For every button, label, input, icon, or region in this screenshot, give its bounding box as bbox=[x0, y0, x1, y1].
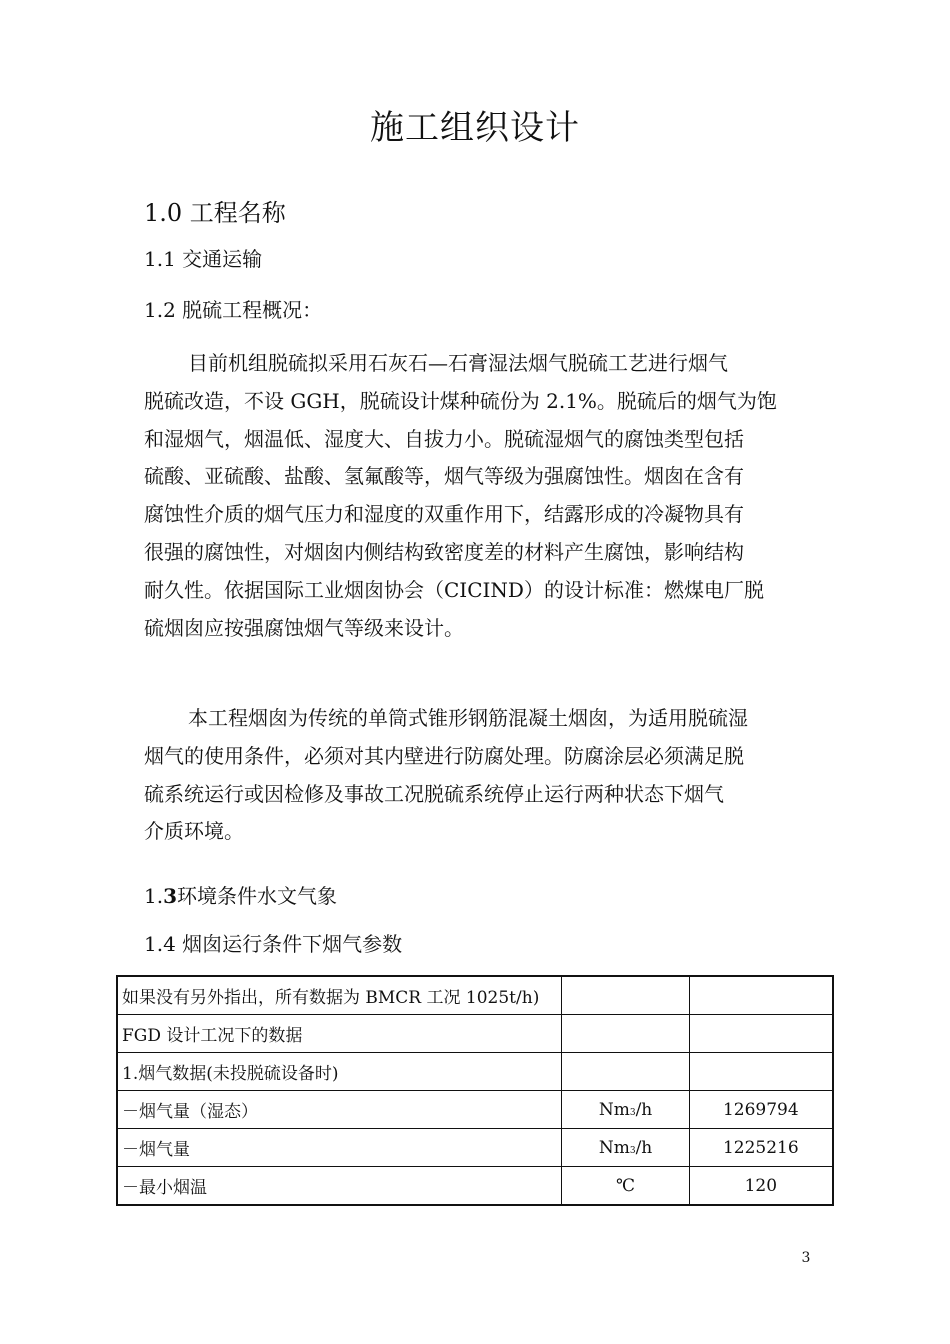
paragraph-line: 硫烟囱应按强腐蚀烟气等级来设计。 bbox=[144, 615, 464, 640]
table-row bbox=[117, 976, 833, 1015]
table-cell-value bbox=[689, 1015, 833, 1053]
unit-text: Nm bbox=[598, 1099, 630, 1120]
table-cell-unit bbox=[562, 1167, 689, 1206]
paragraph-line: 介质环境。 bbox=[144, 819, 244, 844]
table-cell-label: FGD 设计工况下的数据 bbox=[117, 1015, 562, 1053]
table-cell-unit bbox=[562, 1129, 689, 1167]
section-heading-1-4: 1.4 烟囱运行条件下烟气参数 bbox=[144, 932, 403, 956]
paragraph-line: 很强的腐蚀性，对烟囱内侧结构致密度差的材料产生腐蚀，影响结构 bbox=[144, 539, 744, 564]
table-cell-value: 1269794 bbox=[689, 1091, 833, 1129]
table-row bbox=[117, 1129, 833, 1167]
table-cell-label: －烟气量 bbox=[117, 1129, 562, 1167]
paragraph-line: 烟气的使用条件，必须对其内壁进行防腐处理。防腐涂层必须满足脱 bbox=[144, 743, 744, 768]
unit-tail: /h bbox=[635, 1137, 653, 1158]
table-row bbox=[117, 1091, 833, 1129]
unit-sub: 3 bbox=[629, 1107, 636, 1118]
table-cell-label: －最小烟温 bbox=[117, 1167, 562, 1206]
section-heading-1-2: 1.2 脱硫工程概况： bbox=[144, 298, 323, 322]
section-heading-1-3 bbox=[144, 880, 337, 909]
paragraph-line: 和湿烟气，烟温低、湿度大、自拔力小。脱硫湿烟气的腐蚀类型包括 bbox=[144, 426, 744, 451]
table-cell-value bbox=[689, 1053, 833, 1091]
table-cell-unit bbox=[562, 1091, 689, 1129]
table-cell-value: 1225216 bbox=[689, 1129, 833, 1167]
paragraph-line: 硫酸、亚硫酸、盐酸、氢氟酸等，烟气等级为强腐蚀性。烟囱在含有 bbox=[144, 464, 744, 489]
table-row bbox=[117, 1053, 833, 1091]
table-cell-unit bbox=[562, 976, 689, 1015]
table-row bbox=[117, 1015, 833, 1053]
paragraph-overview bbox=[144, 345, 810, 647]
table-cell-unit bbox=[562, 1053, 689, 1091]
paragraph-line: 目前机组脱硫拟采用石灰石—石膏湿法烟气脱硫工艺进行烟气 bbox=[188, 351, 728, 375]
paragraph-line: 耐久性。依据国际工业烟囱协会（CICIND）的设计标准：燃煤电厂脱 bbox=[144, 577, 764, 602]
unit-tail: /h bbox=[635, 1099, 653, 1120]
table-cell-label: 1.烟气数据(未投脱硫设备时) bbox=[117, 1053, 562, 1091]
paragraph-line: 本工程烟囱为传统的单筒式锥形钢筋混凝土烟囱，为适用脱硫湿 bbox=[188, 706, 748, 730]
section-number-prefix: 1. bbox=[144, 884, 164, 908]
table-cell-label: －烟气量（湿态） bbox=[117, 1091, 562, 1129]
table-cell-unit bbox=[562, 1015, 689, 1053]
page-title: 施工组织设计 bbox=[370, 108, 580, 148]
unit-text: ℃ bbox=[616, 1175, 636, 1196]
table-row bbox=[117, 1167, 833, 1206]
paragraph-line: 硫系统运行或因检修及事故工况脱硫系统停止运行两种状态下烟气 bbox=[144, 781, 724, 806]
paragraph-chimney bbox=[144, 700, 810, 851]
paragraph-line: 腐蚀性介质的烟气压力和湿度的双重作用下，结露形成的冷凝物具有 bbox=[144, 502, 744, 527]
table-cell-label: 如果没有另外指出，所有数据为 BMCR 工况 1025t/h) bbox=[117, 976, 562, 1015]
unit-text: Nm bbox=[598, 1137, 630, 1158]
page-number: 3 bbox=[801, 1250, 811, 1266]
section-heading-text: 环境条件水文气象 bbox=[177, 884, 338, 908]
section-heading-1-1: 1.1 交通运输 bbox=[144, 247, 263, 271]
section-heading-1-0: 1.0 工程名称 bbox=[144, 199, 286, 227]
unit-sub: 3 bbox=[629, 1145, 636, 1156]
paragraph-line: 脱硫改造，不设 GGH，脱硫设计煤种硫份为 2.1%。脱硫后的烟气为饱 bbox=[144, 388, 777, 413]
table-cell-value: 120 bbox=[689, 1167, 833, 1206]
table-cell-value bbox=[689, 976, 833, 1015]
flue-gas-parameters-table bbox=[116, 975, 834, 1206]
section-number-bold: 3 bbox=[163, 884, 178, 908]
